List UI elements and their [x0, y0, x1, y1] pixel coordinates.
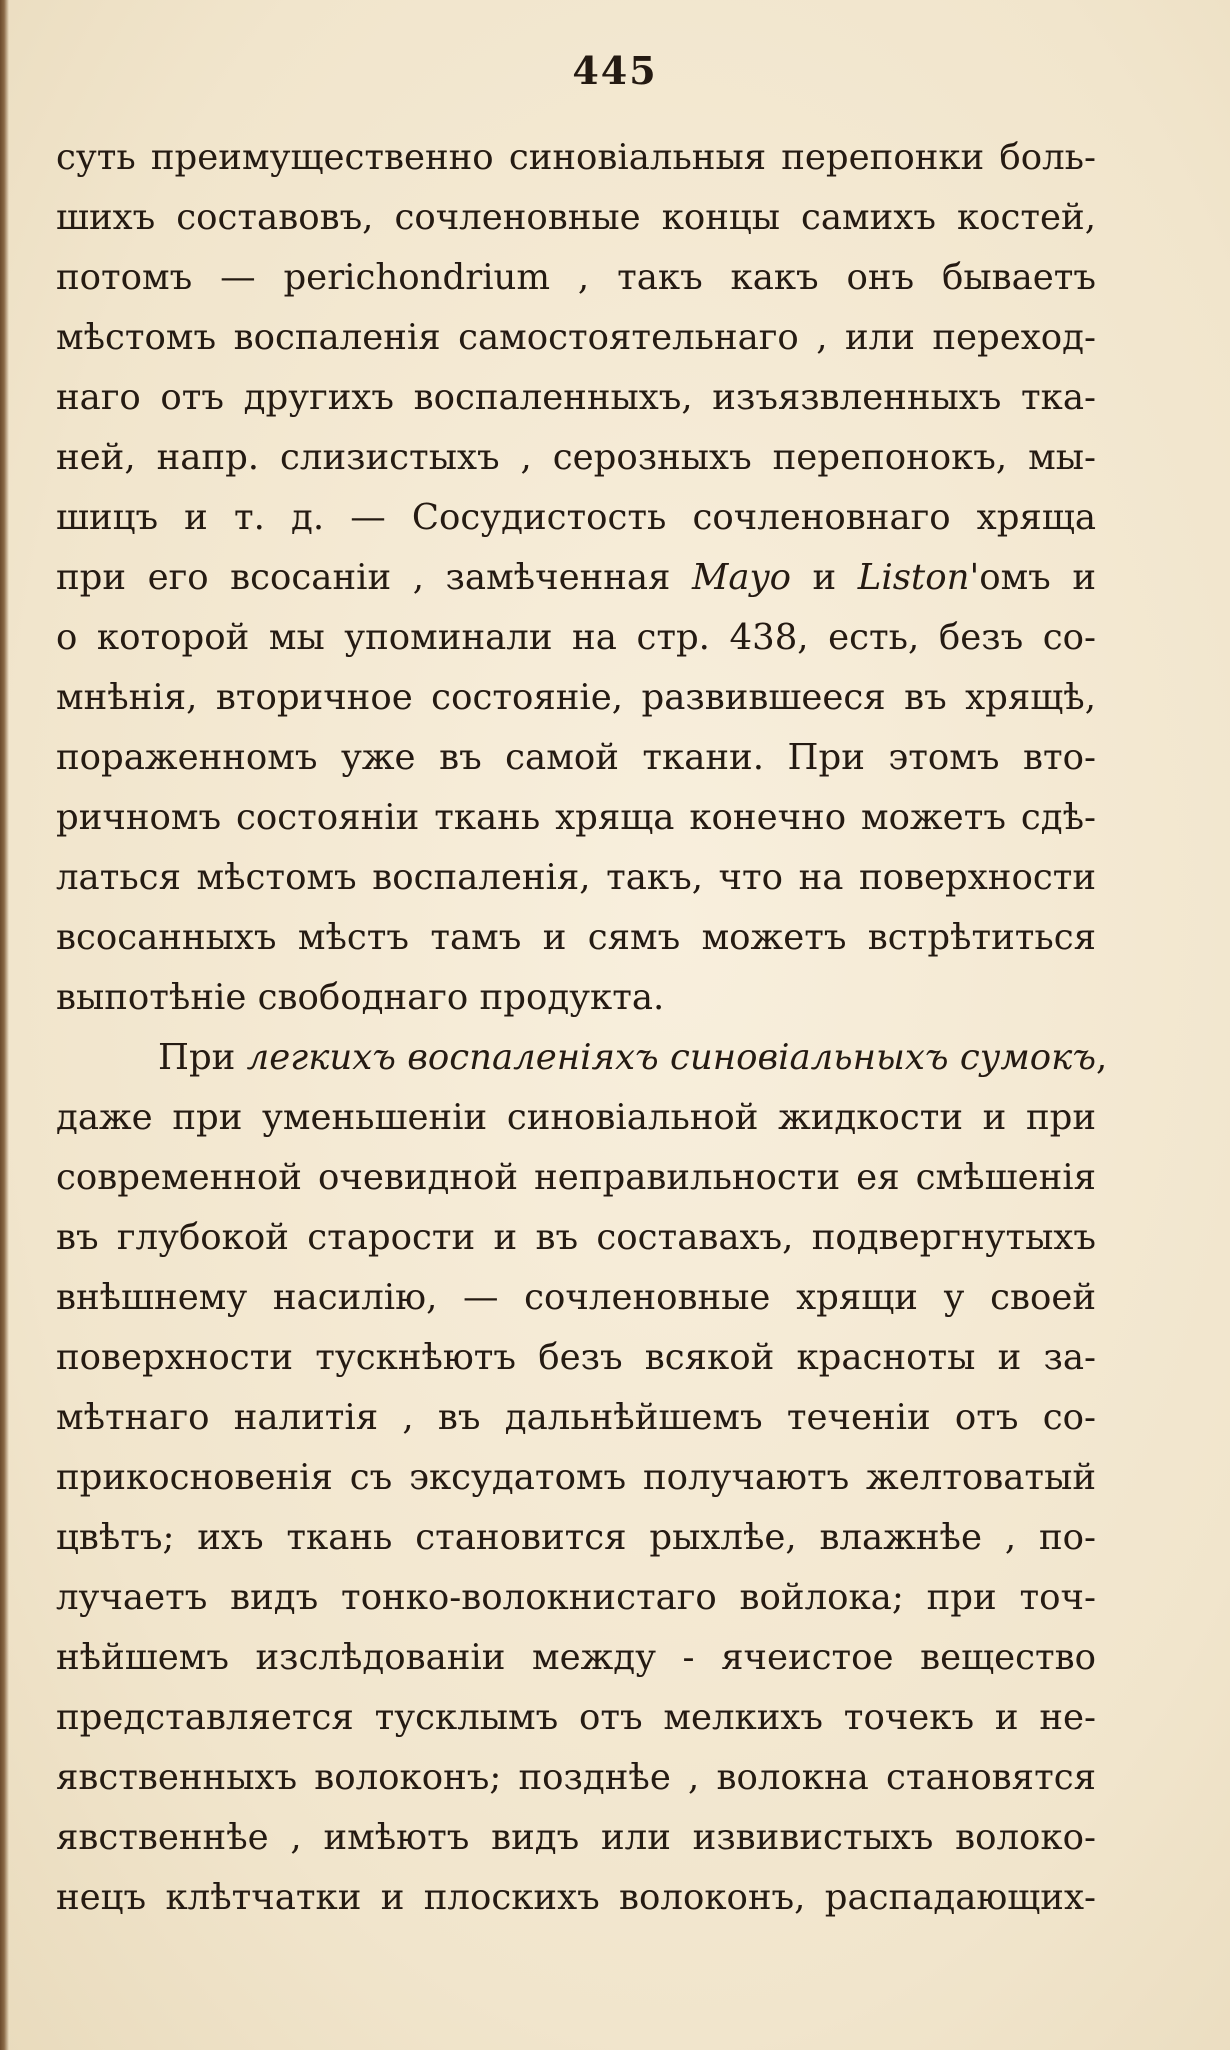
body-text [56, 128, 1108, 1928]
text-run: 'омъ и [969, 557, 1096, 598]
text-line [56, 188, 1096, 248]
text-run: представляется тусклымъ отъ мелкихъ точекъ и не- [56, 1697, 1096, 1738]
text-run: о которой мы упоминали на стр. 438, есть, безъ со- [56, 617, 1096, 658]
text-run: , [1096, 1037, 1108, 1078]
text-line [56, 428, 1096, 488]
text-line [56, 728, 1096, 788]
text-line [56, 1388, 1096, 1448]
text-run: мѣстомъ воспаленія самостоятельнаго , или переход- [56, 317, 1096, 358]
text-run: цвѣтъ; ихъ ткань становится рыхлѣе, влажнѣе , по- [56, 1517, 1096, 1558]
text-run: При [158, 1037, 247, 1078]
text-run: нецъ клѣтчатки и плоскихъ волоконъ, распадающих- [56, 1877, 1096, 1918]
text-run: потомъ — perichondrium , такъ какъ онъ бываетъ [56, 257, 1096, 298]
text-line [56, 1148, 1096, 1208]
text-run: лучаетъ видъ тонко-волокнистаго войлока; при точ- [56, 1577, 1096, 1618]
text-run: суть преимущественно синовіальныя перепонки боль- [56, 137, 1096, 178]
text-run: всосанныхъ мѣстъ тамъ и сямъ можетъ встрѣтиться [56, 917, 1096, 958]
text-run: даже при уменьшеніи синовіальной жидкости и при [56, 1097, 1096, 1138]
text-line [56, 848, 1096, 908]
text-line [56, 968, 1096, 1028]
text-run: шицъ и т. д. — Сосудистость сочленовнаго хряща [56, 497, 1096, 538]
text-line [56, 1868, 1096, 1928]
text-line [56, 1268, 1096, 1328]
text-line [56, 908, 1096, 968]
text-line [56, 1688, 1096, 1748]
text-run: явственнѣе , имѣютъ видъ или извивистыхъ волоко- [56, 1817, 1096, 1858]
text-line [56, 1628, 1096, 1688]
text-line [56, 1748, 1096, 1808]
text-line [56, 1448, 1096, 1508]
text-line [56, 1568, 1096, 1628]
italic-text-run: Mayo [692, 557, 791, 598]
text-run: пораженномъ уже въ самой ткани. При этомъ вто- [56, 737, 1096, 778]
text-line [56, 1328, 1096, 1388]
text-run: въ глубокой старости и въ составахъ, подвергнутыхъ [56, 1217, 1096, 1258]
page-number: 445 [572, 48, 658, 93]
text-run: современной очевидной неправильности ея смѣшенія [56, 1157, 1096, 1198]
text-run: латься мѣстомъ воспаленія, такъ, что на поверхности [56, 857, 1096, 898]
text-line [56, 548, 1096, 608]
text-run: поверхности тускнѣютъ безъ всякой красноты и за- [56, 1337, 1096, 1378]
text-line [56, 1088, 1096, 1148]
italic-text-run: Liston [857, 557, 970, 598]
text-run: мнѣнія, вторичное состояніе, развившееся въ хрящѣ, [56, 677, 1096, 718]
text-line [56, 1208, 1096, 1268]
text-run: выпотѣніе свободнаго продукта. [56, 977, 665, 1018]
text-run: при его всосаніи , замѣченная [56, 557, 693, 598]
book-spine-edge [0, 0, 9, 2050]
text-run: явственныхъ волоконъ; позднѣе , волокна становятся [56, 1757, 1096, 1798]
text-run: шихъ составовъ, сочленовные концы самихъ костей, [56, 197, 1096, 238]
text-run: внѣшнему насилію, — сочленовные хрящи у своей [56, 1277, 1096, 1318]
text-run: и [790, 557, 858, 598]
text-run: нѣйшемъ изслѣдованіи между - ячеистое вещество [56, 1637, 1096, 1678]
text-line [56, 248, 1096, 308]
text-line [56, 608, 1096, 668]
text-run: ричномъ состояніи ткань хряща конечно можетъ сдѣ- [56, 797, 1096, 838]
text-line [56, 488, 1096, 548]
text-line [56, 128, 1096, 188]
text-line [56, 368, 1096, 428]
italic-text-run: легкихъ воспаленіяхъ синовіальныхъ сумокъ [246, 1037, 1097, 1078]
text-line [56, 668, 1096, 728]
text-line [56, 308, 1096, 368]
text-run: мѣтнаго налитія , въ дальнѣйшемъ теченіи отъ со- [56, 1397, 1096, 1438]
text-run: наго отъ другихъ воспаленныхъ, изъязвленныхъ тка- [56, 377, 1096, 418]
text-line [56, 788, 1096, 848]
text-line [56, 1508, 1096, 1568]
text-run: ней, напр. слизистыхъ , серозныхъ перепонокъ, мы- [56, 437, 1096, 478]
text-line [56, 1808, 1096, 1868]
text-run: прикосновенія съ эксудатомъ получаютъ желтоватый [56, 1457, 1096, 1498]
text-line [56, 1028, 1108, 1088]
